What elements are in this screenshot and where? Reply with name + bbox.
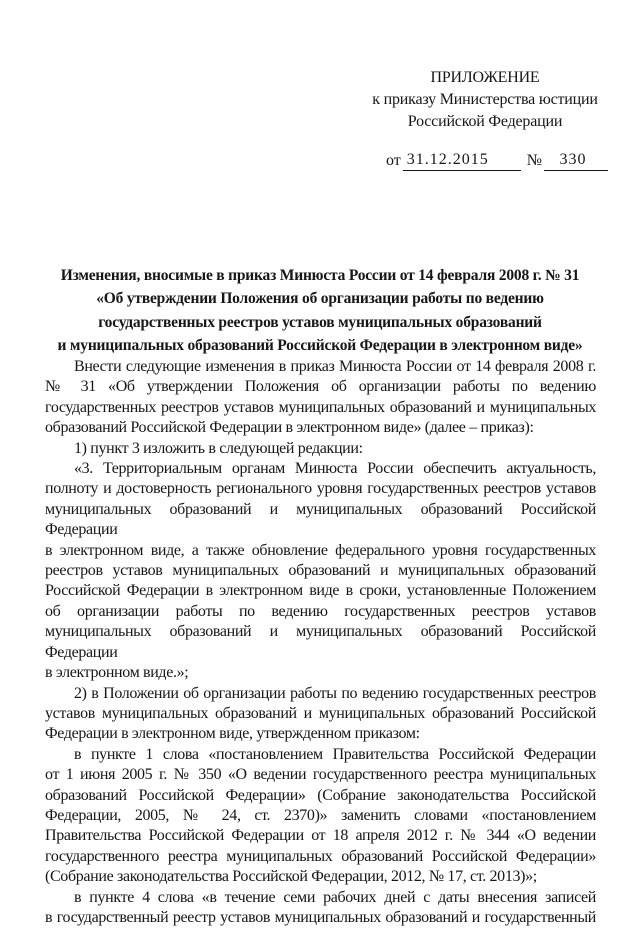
body-line: полноту и достоверность регионального уровня государственных реестров уставов <box>45 480 596 498</box>
body-line: в пункте 4 слова «в течение семи рабочих дней с даты внесения записей <box>74 888 596 906</box>
body-line: уставов муниципальных образований и муниципальных образований Российской <box>45 704 596 722</box>
body-line: государственных реестров уставов муниципальных образований и муниципальных <box>45 398 596 416</box>
body-line: реестров уставов муниципальных образований и муниципальных образований <box>45 562 596 580</box>
order-number-value: 330 <box>544 150 608 171</box>
body-line: образований Российской Федерации» (Собрание законодательства Российской <box>45 786 596 804</box>
body-line: (Собрание законодательства Российской Федерации, 2012, № 17, ст. 2013)»; <box>45 868 537 886</box>
body-line: об организации работы по ведению государственных реестров уставов <box>45 602 596 620</box>
body-line: «3. Территориальным органам Минюста России обеспечить актуальность, <box>74 460 596 478</box>
document-title-line-4: и муниципальных образований Российской Федерации в электронном виде» <box>57 336 583 354</box>
document-title-line-2: «Об утверждении Положения об организации работы по ведению <box>96 290 544 308</box>
appendix-header-line-3: Российской Федерации <box>407 113 563 130</box>
order-date-number-row <box>386 150 608 171</box>
body-line: в электронном виде.»; <box>45 664 189 682</box>
body-line: государственного реестра муниципальных образований Российской Федерации» <box>45 847 596 865</box>
document-title-line-3: государственных реестров уставов муниципальных образований <box>98 313 542 331</box>
document-body <box>45 357 596 928</box>
body-line: 1) пункт 3 изложить в следующей редакции: <box>74 439 363 457</box>
body-line: Федерации в электронном виде, утвержденном приказом: <box>45 725 420 743</box>
body-line: в пункте 1 слова «постановлением Правительства Российской Федерации <box>74 745 596 763</box>
appendix-header-line-2: к приказу Министерства юстиции <box>372 91 598 108</box>
order-date-value: 31.12.2015 <box>403 150 521 171</box>
body-line: от 1 июня 2005 г. № 350 «О ведении государственного реестра муниципальных <box>45 766 596 784</box>
document-title <box>40 264 600 357</box>
body-line: 2) в Положении об организации работы по ведению государственных реестров <box>74 684 596 702</box>
body-line: Федерации, 2005, № 24, ст. 2370)» заменить словами «постановлением <box>45 806 596 824</box>
appendix-header-line-1: ПРИЛОЖЕНИЕ <box>430 69 540 86</box>
number-sign-label: № <box>526 152 543 169</box>
body-line: Российской Федерации в электронном виде в сроки, установленные Положением <box>45 582 596 600</box>
body-line: Правительства Российской Федерации от 18 апреля 2012 г. № 344 «О ведении <box>45 827 596 845</box>
appendix-header <box>365 67 605 133</box>
document-title-line-1: Изменения, вносимые в приказ Минюста России от 14 февраля 2008 г. № 31 <box>60 267 580 284</box>
body-line: в электронном виде, а также обновление федерального уровня государственных <box>45 541 596 559</box>
body-line: образований Российской Федерации в электронном виде» (далее – приказ): <box>45 419 534 437</box>
date-prefix-label: от <box>386 152 401 169</box>
body-line: Внести следующие изменения в приказ Минюста России от 14 февраля 2008 г. <box>74 358 596 375</box>
body-line: № 31 «Об утверждении Положения об организации работы по ведению <box>45 378 596 396</box>
body-line: муниципальных образований и муниципальных образований Российской Федерации <box>45 623 596 661</box>
body-line: муниципальных образований и муниципальных образований Российской Федерации <box>45 500 596 539</box>
body-line: в государственный реестр уставов муниципальных образований и государственный <box>45 908 596 926</box>
